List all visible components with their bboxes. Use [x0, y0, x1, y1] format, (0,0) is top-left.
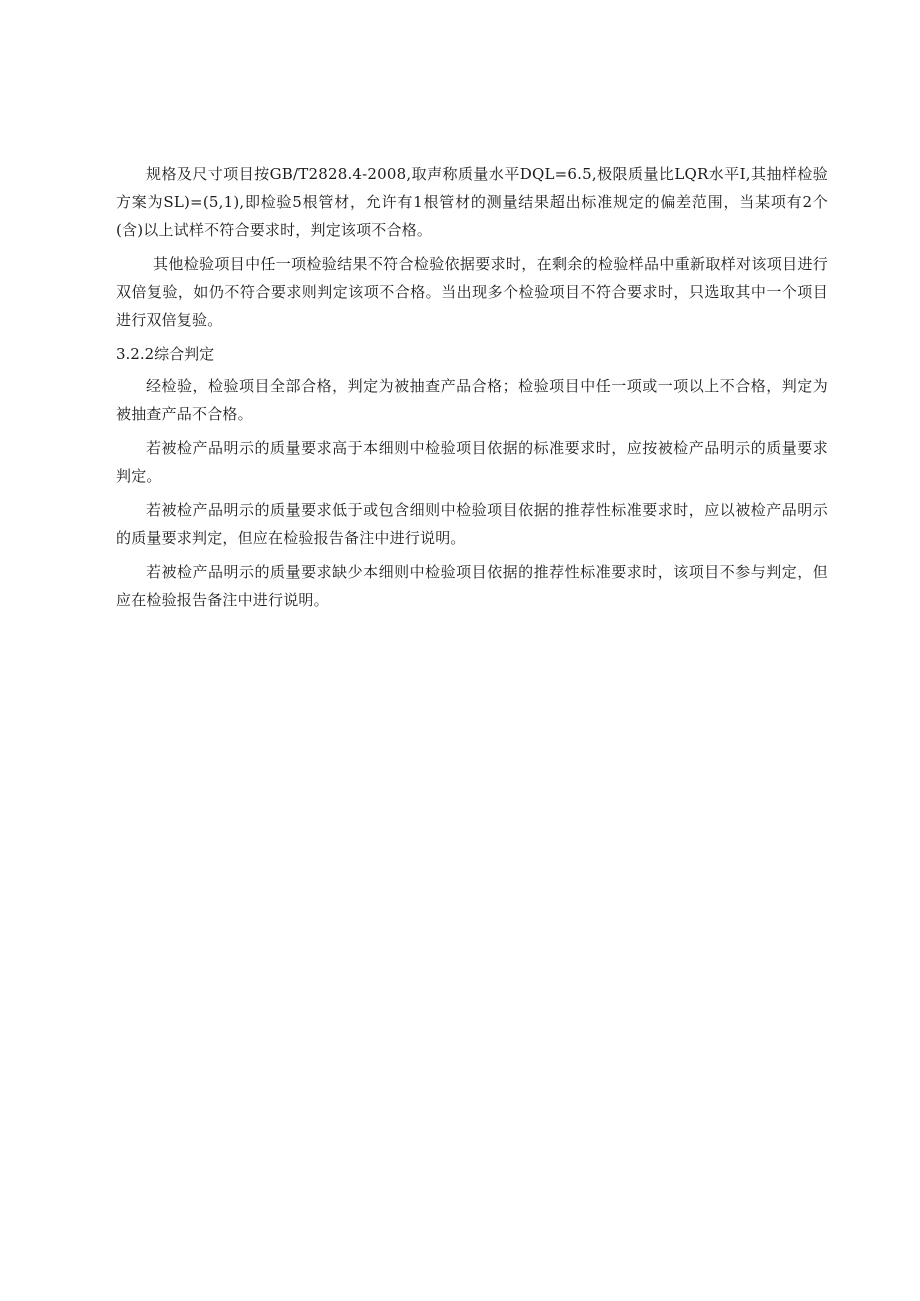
paragraph-missing-requirements: 若被检产品明示的质量要求缺少本细则中检验项目依据的推荐性标准要求时，该项目不参与判定，但应在检验报告备注中进行说明。: [116, 563, 828, 609]
paragraph-double-retest: 其他检验项目中任一项检验结果不符合检验依据要求时，在剩余的检验样品中重新取样对该项目进行双倍复验，如仍不符合要求则判定该项不合格。当出现多个检验项目不符合要求时，只选取其中一个项目进行双倍复验。: [116, 255, 828, 329]
paragraph-sampling-plan: 规格及尺寸项目按GB/T2828.4-2008,取声称质量水平DQL=6.5,极限质量比LQR水平I,其抽样检验方案为SL)=(5,1),即检验5根管材，允许有1根管材的测量结果超出标准规定的偏差范围，当某项有2个(含)以上试样不符合要求时，判定该项不合格。: [116, 165, 828, 239]
paragraph-lower-requirements: 若被检产品明示的质量要求低于或包含细则中检验项目依据的推荐性标准要求时，应以被检产品明示的质量要求判定，但应在检验报告备注中进行说明。: [116, 501, 828, 547]
paragraph-higher-requirements: 若被检产品明示的质量要求高于本细则中检验项目依据的标准要求时，应按被检产品明示的质量要求判定。: [116, 439, 828, 485]
paragraph-overall-judgement: 经检验，检验项目全部合格，判定为被抽查产品合格；检验项目中任一项或一项以上不合格，判定为被抽查产品不合格。: [116, 377, 828, 423]
document-body: [116, 160, 828, 620]
section-heading: 3.2.2综合判定: [116, 345, 215, 363]
